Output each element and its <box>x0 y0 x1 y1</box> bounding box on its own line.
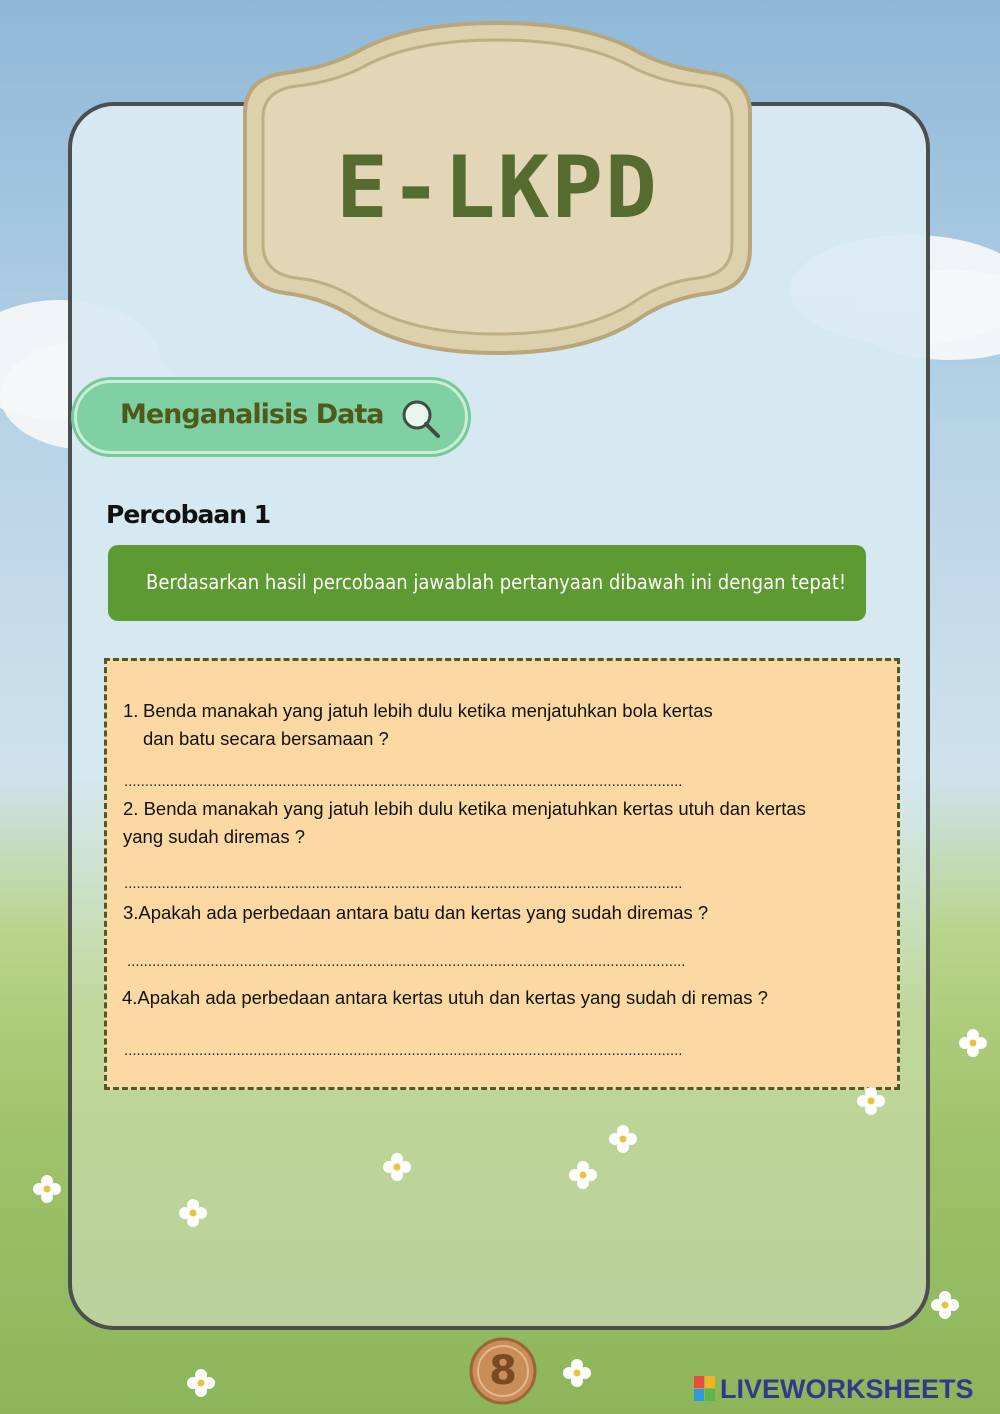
flower-decoration <box>608 1124 638 1154</box>
flower-decoration <box>32 1174 62 1204</box>
question-3-text: 3.Apakah ada perbedaan antara batu dan kertas yang sudah diremas ? <box>123 902 709 923</box>
experiment-title: Percobaan 1 <box>106 500 271 529</box>
question-2-text: 2. Benda manakah yang jatuh lebih dulu ketika menjatuhkan kertas utuh dan kertas <box>123 798 806 819</box>
liveworksheets-logo-icon <box>694 1376 716 1402</box>
flower-decoration <box>930 1290 960 1320</box>
page-title: E-LKPD <box>336 138 659 238</box>
instruction-text: Berdasarkan hasil percobaan jawablah pertanyaan dibawah ini dengan tepat! <box>146 570 847 594</box>
question-1-text-2: dan batu secara bersamaan ? <box>143 728 389 749</box>
flower-decoration <box>178 1198 208 1228</box>
search-icon <box>398 396 442 440</box>
answer-line-4[interactable]: ...................................................................................................................................... <box>124 1042 683 1059</box>
page-number: 8 <box>489 1348 517 1394</box>
brand-name: LIVEWORKSHEETS <box>720 1374 974 1404</box>
answer-line-1[interactable]: ...................................................................................................................................... <box>124 773 683 790</box>
flower-decoration <box>958 1028 988 1058</box>
question-4-text: 4.Apakah ada perbedaan antara kertas utuh dan kertas yang sudah di remas ? <box>122 987 768 1008</box>
question-1-number: 1. <box>123 700 139 721</box>
answer-line-2[interactable]: ...................................................................................................................................... <box>124 875 683 892</box>
flower-decoration <box>562 1358 592 1388</box>
flower-decoration <box>568 1160 598 1190</box>
section-label: Menganalisis Data <box>120 399 384 430</box>
answer-line-3[interactable]: ...................................................................................................................................... <box>127 953 686 970</box>
flower-decoration <box>186 1368 216 1398</box>
flower-decoration <box>382 1152 412 1182</box>
question-1-text: Benda manakah yang jatuh lebih dulu ketika menjatuhkan bola kertas <box>143 700 713 721</box>
question-2-text-2: yang sudah diremas ? <box>123 826 306 847</box>
flower-decoration <box>856 1086 886 1116</box>
